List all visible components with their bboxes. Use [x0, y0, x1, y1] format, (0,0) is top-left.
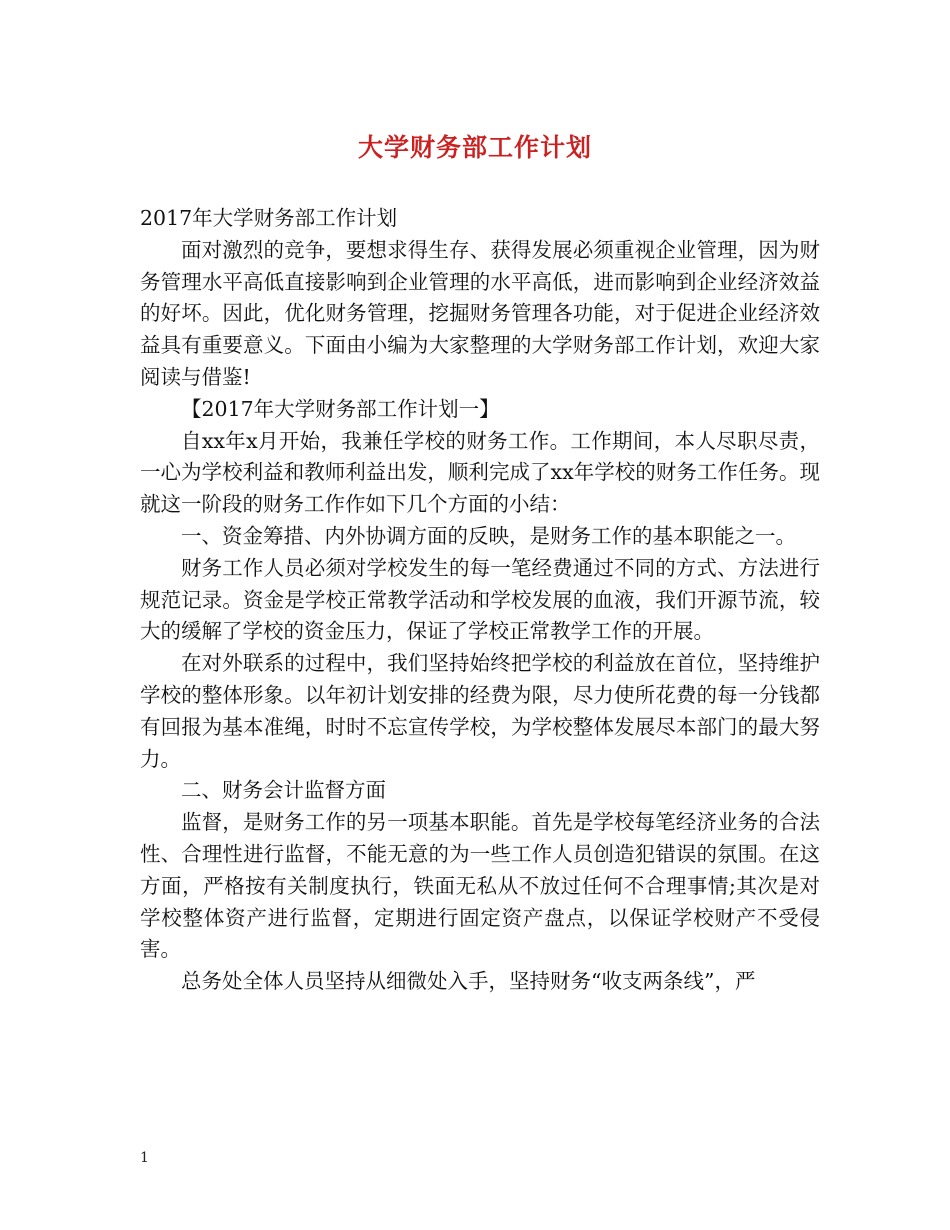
plan-heading: 【2017年大学财务部工作计划一】 [181, 396, 500, 421]
body-paragraph: 监督，是财务工作的另一项基本职能。首先是学校每笔经济业务的合法性、合理性进行监督，不能无意的为一些工作人员创造犯错误的氛围。在这方面，严格按有关制度执行，铁面无私从不放过任何不合理事情;其次是对学校整体资产进行监督，定期进行固定资产盘点，以保证学校财产不受侵害。 [140, 810, 820, 962]
section-heading: 2017年大学财务部工作计划 [140, 206, 398, 230]
document-title: 大学财务部工作计划 [357, 133, 592, 162]
body-paragraph: 自xx年x月开始，我兼任学校的财务工作。工作期间，本人尽职尽责，一心为学校利益和教师利益出发，顺利完成了xx年学校的财务工作任务。现就这一阶段的财务工作作如下几个方面的小结： [140, 428, 820, 517]
subsection-heading: 一、资金筹措、内外协调方面的反映，是财务工作的基本职能之一。 [181, 523, 796, 548]
body-paragraph: 总务处全体人员坚持从细微处入手，坚持财务“收支两条线”，严 [181, 969, 756, 994]
body-paragraph: 在对外联系的过程中，我们坚持始终把学校的利益放在首位，坚持维护学校的整体形象。以年初计划安排的经费为限，尽力使所花费的每一分钱都有回报为基本准绳，时时不忘宣传学校，为学校整体发展尽本部门的最大努力。 [140, 651, 820, 771]
page-number: 1 [140, 1150, 149, 1166]
intro-paragraph: 面对激烈的竞争，要想求得生存、获得发展必须重视企业管理，因为财务管理水平高低直接影响到企业管理的水平高低，进而影响到企业经济效益的好坏。因此，优化财务管理，挖掘财务管理各功能，对于促进企业经济效益具有重要意义。下面由小编为大家整理的大学财务部工作计划，欢迎大家阅读与借鉴! [140, 237, 820, 389]
document-body [140, 203, 820, 998]
body-paragraph: 财务工作人员必须对学校发生的每一笔经费通过不同的方式、方法进行规范记录。资金是学校正常教学活动和学校发展的血液，我们开源节流，较大的缓解了学校的资金压力，保证了学校正常教学工作的开展。 [140, 555, 820, 644]
subsection-heading: 二、财务会计监督方面 [181, 778, 386, 803]
